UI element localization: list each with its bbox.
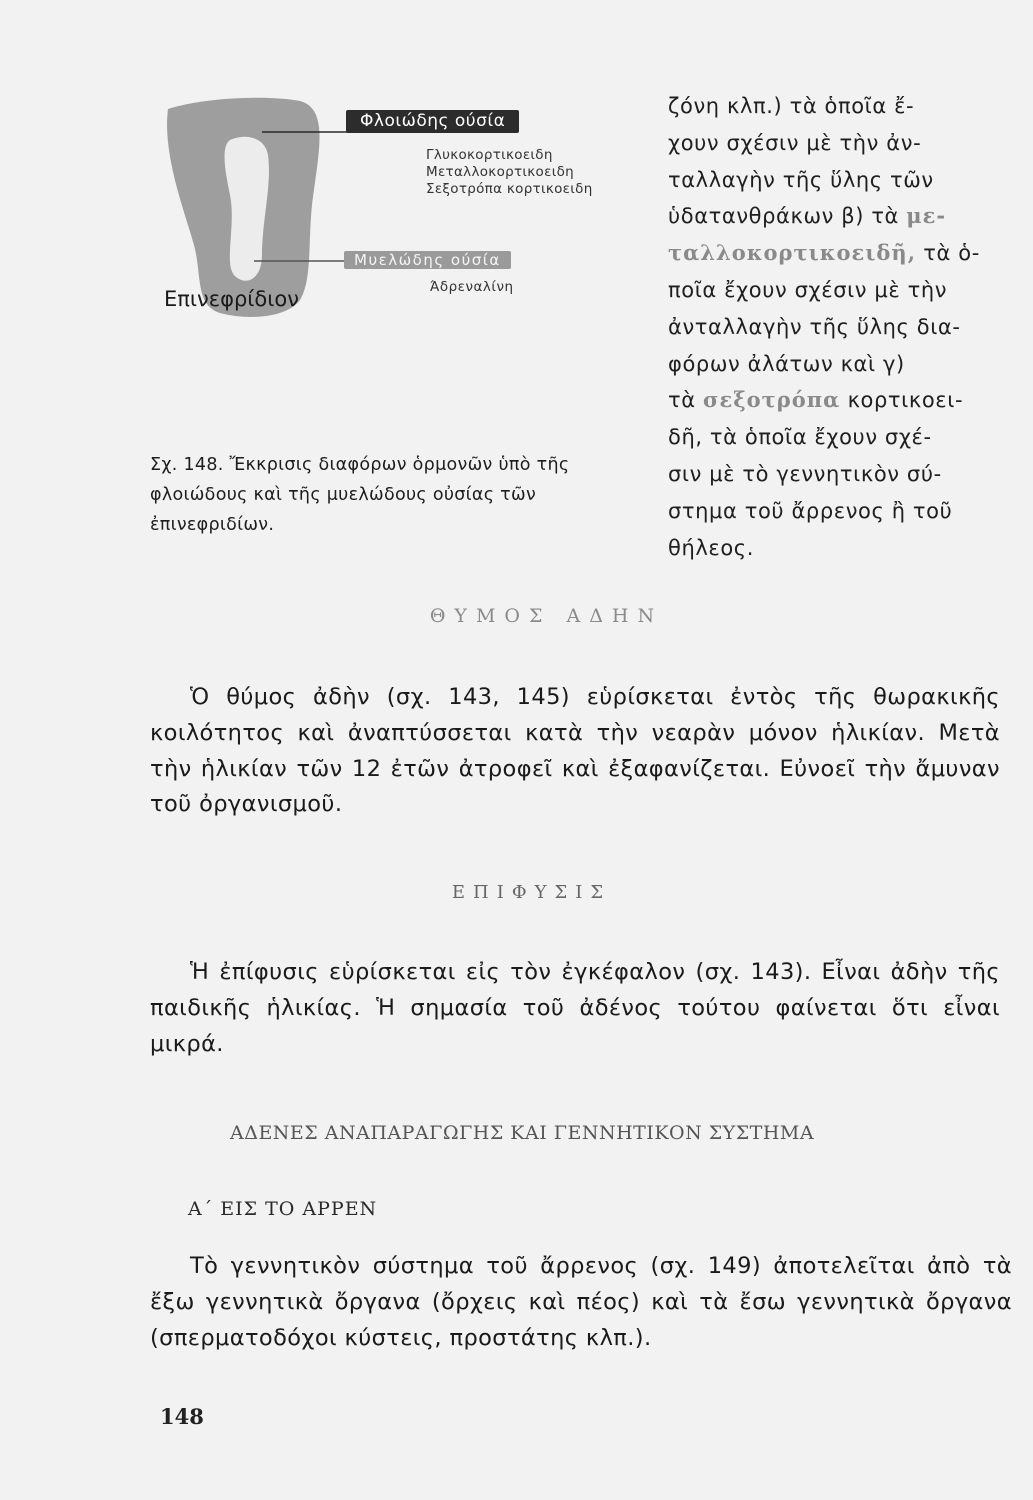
paragraph-text: Ἡ ἐπίφυσις εὑρίσκεται εἰς τὸν ἐγκέφαλον (σχ. 143). Εἶναι ἀδὴν τῆς παιδικῆς ἡλικίας. Ἡ σημασία τοῦ ἀδένος τούτου φαίνεται ὅτι εἶναι μικρά. bbox=[150, 959, 1000, 1057]
text-line: τὰ σεξοτρόπα κορτικοει- bbox=[668, 387, 964, 413]
text-line: θήλεος. bbox=[668, 535, 754, 560]
paragraph-epiphysis bbox=[150, 955, 1000, 1062]
hormone-sex-corticoids: Σεξοτρόπα κορτικοειδη bbox=[426, 181, 593, 197]
text-line: σιν μὲ τὸ γεννητικὸν σύ- bbox=[668, 461, 942, 486]
section-heading-epiphysis: ΕΠΙΦΥΣΙΣ bbox=[451, 882, 612, 903]
medulla-label: Μυελώδης ούσία bbox=[344, 251, 511, 269]
paragraph-text: Τὸ γεννητικὸν σύστημα τοῦ ἄρρενος (σχ. 149) ἀποτελεῖται ἀπὸ τὰ ἔξω γεννητικὰ ὄργανα (ὄρχεις καὶ πέος) καὶ τὰ ἔσω γεννητικὰ ὄργανα (σπερματοδόχοι κύστεις, προστάτης κλπ.). bbox=[150, 1253, 1012, 1351]
emphasized-term: με- bbox=[906, 203, 947, 229]
section-heading-reproductive: ΑΔΕΝΕΣ ΑΝΑΠΑΡΑΓΩΓΗΣ ΚΑΙ ΓΕΝΝΗΤΙΚΟΝ ΣΥΣΤΗΜΑ bbox=[230, 1122, 815, 1144]
emphasized-term: ταλλοκορτικοειδῆ, bbox=[668, 240, 917, 266]
section-heading-thymus: ΘΥΜΟΣ ΑΔΗΝ bbox=[429, 605, 664, 627]
text-line: ταλλοκορτικοειδῆ, τὰ ὁ- bbox=[668, 240, 980, 266]
paragraph-male-reproductive bbox=[150, 1249, 1012, 1356]
hormone-adrenaline: Άδρεναλίνη bbox=[430, 279, 514, 295]
text-line: φόρων ἀλάτων καὶ γ) bbox=[668, 351, 905, 376]
text-line: ταλλαγὴν τῆς ὕλης τῶν bbox=[668, 167, 934, 192]
text-line: ὑδατανθράκων β) τὰ με- bbox=[668, 203, 947, 229]
emphasized-term: σεξοτρόπα bbox=[702, 387, 841, 413]
text-line: δῆ, τὰ ὁποῖα ἔχουν σχέ- bbox=[668, 425, 932, 450]
hormone-mineralocorticoids: Μεταλλοκορτικοειδη bbox=[426, 164, 574, 180]
text-line: ποῖα ἔχουν σχέσιν μὲ τὴν bbox=[668, 277, 948, 302]
paragraph-thymus bbox=[150, 680, 1000, 823]
text-line: ζόνη κλπ.) τὰ ὁποῖα ἔ- bbox=[668, 94, 915, 118]
figure-caption: Σχ. 148. Ἔκκρισις διαφόρων ὁρμονῶν ὑπὸ τῆς φλοιώδους καὶ τῆς μυελώδους οὐσίας τῶν ἐπινεφριδίων. bbox=[150, 455, 570, 535]
subsection-heading-male: Α΄ ΕΙΣ ΤΟ ΑΡΡΕΝ bbox=[188, 1198, 378, 1220]
adrenal-gland-figure bbox=[150, 95, 640, 435]
paragraph-text: Ὁ θύμος ἀδὴν (σχ. 143, 145) εὑρίσκεται ἐντὸς τῆς θωρακικῆς κοιλότητος καὶ ἀναπτύσσεται κατὰ τὴν νεαρὰν μόνον ἡλικίαν. Μετὰ τὴν ἡλικίαν τῶν 12 ἐτῶν ἀτροφεῖ καὶ ἐξαφανίζεται. Εὐνοεῖ τὴν ἄμυναν τοῦ ὀργανισμοῦ. bbox=[150, 684, 1000, 818]
text-line: ἀνταλλαγὴν τῆς ὕλης δια- bbox=[668, 314, 961, 339]
page-number: 148 bbox=[160, 1404, 204, 1429]
text-line: στημα τοῦ ἄρρενος ἢ τοῦ bbox=[668, 498, 953, 523]
right-column-text bbox=[668, 88, 998, 566]
gland-name-label: Επινεφρίδιον bbox=[164, 287, 299, 311]
hormone-glucocorticoids: Γλυκοκορτικοειδη bbox=[426, 147, 553, 163]
cortex-label: Φλοιώδης ούσία bbox=[346, 110, 519, 133]
cortex-hormone-list bbox=[426, 147, 593, 198]
text-line: χουν σχέσιν μὲ τὴν ἀν- bbox=[668, 130, 922, 155]
